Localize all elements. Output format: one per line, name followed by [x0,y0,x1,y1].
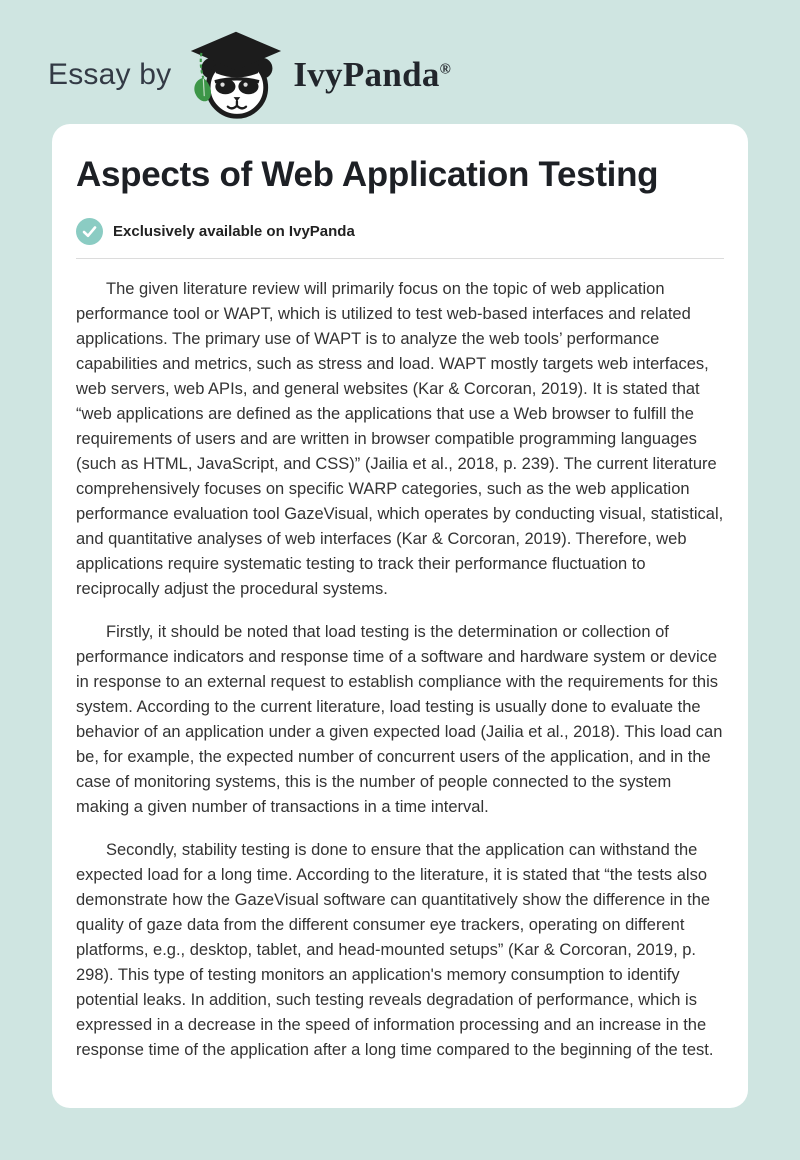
essay-paragraph-2: Firstly, it should be noted that load testing is the determination or collection of performance indicators and response time of a software and hardware system or device in response to an external request to establish compliance with the requirements for this system. According to the current literature, load testing is usually done to evaluate the behavior of an application under a given expected load (Jailia et al., 2018). This load can be, for example, the expected number of concurrent users of the application, and in the case of monitoring systems, this is the number of people connected to the system making a given number of transactions in a time interval. [76,623,723,817]
brand-text: IvyPanda [293,55,440,94]
divider [76,258,724,259]
brand-name [293,55,451,95]
badge-text: Exclusively available on IvyPanda [113,222,355,240]
ivypanda-panda-logo-icon [187,30,283,120]
essay-body [76,277,724,1063]
registered-mark: ® [439,61,452,78]
check-icon [76,218,103,245]
page-header [0,0,800,124]
essay-paragraph-1: The given literature review will primarily focus on the topic of web application performance tool or WAPT, which is utilized to test web-based interfaces and related applications. The primary use of WAPT is to analyze the web tools’ performance capabilities and metrics, such as stress and load. WAPT mostly targets web interfaces, web servers, web APIs, and general websites (Kar & Corcoran, 2019). It is stated that “web applications are defined as the applications that use a Web browser to fulfill the requirements of users and are written in browser compatible programming languages (such as HTML, JavaScript, and CSS)” (Jailia et al., 2018, p. 239). The current literature comprehensively focuses on specific WARP categories, such as the web application performance evaluation tool GazeVisual, which operates by conducting visual, statistical, and quantitative analyses of web interfaces (Kar & Corcoran, 2019). Therefore, web applications require systematic testing to track their performance fluctuation to reciprocally adjust the procedural systems. [76,280,724,599]
page-title: Aspects of Web Application Testing [76,155,659,194]
essay-by-label: Essay by [48,58,172,91]
exclusive-badge [76,217,724,245]
essay-card [52,124,748,1108]
essay-paragraph-3: Secondly, stability testing is done to ensure that the application can withstand the expected load for a long time. According to the literature, it is stated that “the tests also demonstrate how the GazeVisual software can quantitatively show the difference in the quality of gaze data from the different consumer eye trackers, operating on different platforms, e.g., desktop, tablet, and head-mounted setups” (Kar & Corcoran, 2019, p. 298). This type of testing monitors an application's memory consumption to identify potential leaks. In addition, such testing reveals degradation of performance, which is expressed in a decrease in the speed of information processing and an increase in the response time of the application after a long time compared to the beginning of the test. [76,841,714,1060]
